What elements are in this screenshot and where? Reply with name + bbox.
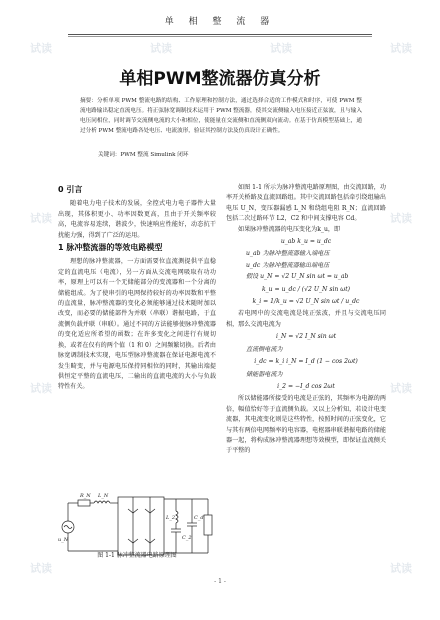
storage-current-label: 储能器电流为 xyxy=(246,370,283,378)
inductor-l2 xyxy=(176,511,178,523)
dc-current-label: 直流侧电流为 xyxy=(246,345,283,353)
load-resistor xyxy=(204,515,212,535)
watermark: 试读 xyxy=(30,212,52,225)
circuit-description: 如图 1-1 所示为脉冲整流电路原理图，由交流回路，功率开关桥路及直流回路组。其中交流回路包括牵引绕组输出电压 U_N，变压器漏感 L_N 和绕组电阻 R_N；直流回路包括二次过路环节 L2，C2 和中间支撑电容 Cd。 xyxy=(226,184,386,223)
label-c2: C_2 xyxy=(182,535,192,541)
abstract: 摘要：分析单项 PWM 整流电路的结构、工作原理和控制方法，通过选择合适的工作模式和时序，可使 PWM 整流电路输出稳定直流电压。将正弦脉宽调制技术运用于 PWM 整流器，使其交流侧输入电压接近正弦波，且与输入电压同相位，同时调节交流侧电流的大小和相位，使能量在交流侧和直流侧双向流动。在基于仿真模型基础上，通过分析 PWM 整流电路各处电压、电流波形，验证其控制方法及仿真设计正确性。 xyxy=(80,98,362,134)
switch-bridge xyxy=(118,497,164,555)
watermark: 试读 xyxy=(390,42,412,55)
equation-ki: k_i = 1/k_u = √2 U_N sin ωt / u_dc xyxy=(252,298,360,306)
inductor-ln xyxy=(94,501,110,503)
watermark: 试读 xyxy=(390,382,412,395)
watermark: 试读 xyxy=(30,562,52,575)
storage-paragraph: 所以储能器所接受的电流是正弦的，其频率为电源的两倍，幅值恰好等于直流侧负载。又以上分析知，若设计电变流器，其电流变化则是这些特性，按照时间的正弦变化，它与其有两倍电网频率的电容器，电枢器串联谐振电路的储能器一起，将构成脉冲整流器理想等效模型，即保证直流侧关于平整的 xyxy=(226,395,386,455)
left-column xyxy=(58,183,216,393)
model-paragraph: 理想的脉冲整流器，一方面需要位直流测提供平直稳定的直流电压（电流），另一方面从交流电网吸取有功功率，原理上可以有一个无储能部分的变流器和一个分离的储能组成。为了使串引的电网保持较好的功率因数和平整的直流量，脉冲整流器的变化必须能够通过技术随时加以改变，而必要的储能部件为并联（串联）谐振电路，于直流侧负载并联（串联）。通过不同的方法能够使脉冲整流器的变化适应所希望的函数；在许多变化之间进行有规切换，或者在仅有的两个值（1 和 0）之间频繁切换。后者由脉宽调制技术实现，电压型脉冲整流器在保证电源电流不发生畸变，并与电源电压保持同相位的同时，其输出端提供恒定平整的直流电压，二输出的直流电流的大小与负载特性有关。 xyxy=(58,258,216,391)
equation-in: i_N = √2 I_N sin ωt xyxy=(275,333,337,341)
voltage-ratio-intro: 如果脉冲整流器的电压变化为k_u，即 xyxy=(238,225,341,233)
equation-ku: k_u = u_dc / (√2 U_N sin ωt) xyxy=(261,285,351,293)
equation-1: u_ab k_u = u_dc xyxy=(280,238,332,246)
resistor-rn xyxy=(78,500,90,506)
watermark: 试读 xyxy=(270,42,292,55)
figure-caption: 图 1-1 脉冲整流器电路原理图 xyxy=(97,552,177,559)
watermark: 试读 xyxy=(390,212,412,225)
label-cd: C_d xyxy=(194,515,204,521)
page-number: - 1 - xyxy=(214,578,226,585)
watermark: 试读 xyxy=(150,42,172,55)
header-rule xyxy=(68,34,372,35)
right-column xyxy=(226,183,386,457)
header-rule-thin xyxy=(68,36,372,37)
watermark: 试读 xyxy=(30,382,52,395)
equation-i2: i_2 = −I_d cos 2ωt xyxy=(277,382,335,390)
definition-uab: u_ab 为脉冲整流器输入端电压 xyxy=(246,250,330,258)
watermark: 试读 xyxy=(30,42,52,55)
label-un: u_N xyxy=(58,537,69,543)
watermark: 试读 xyxy=(390,562,412,575)
paper-title: 单相PWM整流器仿真分析 xyxy=(119,69,321,89)
section-heading-intro: 0 引言 xyxy=(58,185,83,194)
equation-idc: i_dc = k_i i_N = I_d (1 − cos 2ωt) xyxy=(254,358,358,366)
assumption-un: 假设 u_N = √2 U_N sin ωt = u_ab xyxy=(246,273,349,281)
section-heading-model: 1 脉冲整流器的等效电路模型 xyxy=(58,243,163,253)
intro-paragraph: 随着电力电子技术的发展，全控式电力电子器件大量出现，其体积更小、功率因数更高，且由于开关频率较高，电流容易连续，谐波少，快速响应性能好，动态抗干扰能力强，得到了广泛的运用。 xyxy=(58,200,216,239)
label-ln: L_N xyxy=(98,493,109,499)
keywords: 关键词：PWM 整流 Simulink 闭环 xyxy=(98,152,189,158)
definition-udc: u_dc 为脉冲整流器输出端电压 xyxy=(246,261,330,269)
label-l2: L_2 xyxy=(166,515,176,521)
running-header: 单 相 整 流 器 xyxy=(164,17,276,27)
label-rn: R_N xyxy=(80,493,91,499)
current-paragraph: 若电网中的交流电流是纯正弦波，并且与交流电压同相，那么交流电流为 xyxy=(226,310,386,328)
